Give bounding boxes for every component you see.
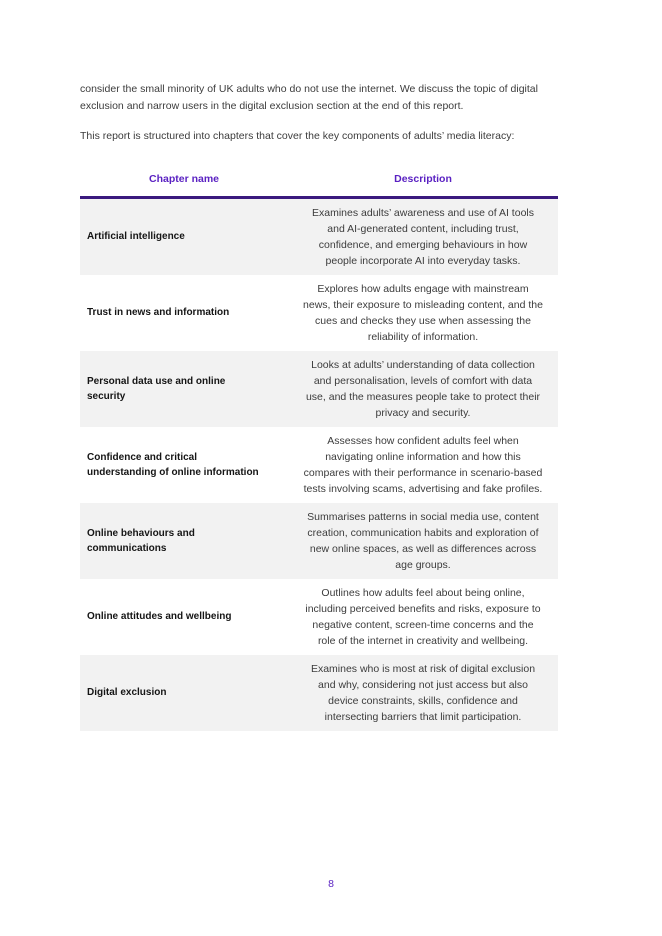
chapter-table-body: [80, 197, 558, 731]
chapter-name-cell: Artificial intelligence: [87, 231, 185, 242]
chapter-name-cell: Confidence and critical understanding of online information: [87, 451, 259, 478]
chapter-name-cell: Online attitudes and wellbeing: [87, 611, 232, 622]
table-row: [80, 197, 558, 275]
structure-paragraph: This report is structured into chapters that cover the key components of adults’ media literacy:: [80, 130, 515, 142]
table-row: [80, 351, 558, 427]
chapter-description-cell: Examines adults’ awareness and use of AI tools and AI-generated content, including trust, confidence, and emerging behaviours in how people incorporate AI into everyday tasks.: [312, 206, 534, 267]
chapter-table: [80, 167, 558, 731]
chapter-name-cell: Personal data use and online security: [87, 375, 226, 402]
chapter-description-cell: Examines who is most at risk of digital exclusion and why, considering not just access but also device constraints, skills, confidence and intersecting barriers that limit participation.: [310, 662, 536, 723]
chapter-table-header: [80, 167, 558, 198]
chapter-description-cell: Explores how adults engage with mainstream news, their exposure to misleading content, and the cues and checks they use when assessing the reliability of information.: [303, 282, 543, 343]
chapter-description-cell: Outlines how adults feel about being online, including perceived benefits and risks, exposure to negative content, screen-time concerns and the role of the internet in creativity and wellbeing.: [305, 586, 541, 647]
table-row: [80, 579, 558, 655]
page-number: 8: [328, 878, 334, 890]
table-row: [80, 275, 558, 351]
chapter-description-cell: Assesses how confident adults feel when navigating online information and how this compares with their performance in scenario-based tests involving scams, advertising and fake profiles.: [303, 434, 543, 495]
chapter-description-cell: Summarises patterns in social media use, content creation, communication habits and exploration of new online spaces, as well as differences across age groups.: [307, 510, 539, 571]
chapter-name-cell: Trust in news and information: [87, 307, 230, 318]
chapter-name-cell: Online behaviours and communications: [87, 527, 195, 554]
table-row: [80, 503, 558, 579]
intro-paragraph: consider the small minority of UK adults who do not use the internet. We discuss the topic of digital exclusion and narrow users in the digital exclusion section at the end of this report.: [80, 83, 538, 112]
chapter-name-column-header: Chapter name: [80, 167, 288, 198]
description-column-header: Description: [288, 167, 558, 198]
header-row: [80, 167, 558, 198]
chapter-description-cell: Looks at adults’ understanding of data collection and personalisation, levels of comfort with data use, and the measures people take to protect their privacy and security.: [305, 358, 541, 419]
table-row: [80, 655, 558, 731]
chapter-name-cell: Digital exclusion: [87, 687, 167, 698]
table-row: [80, 427, 558, 503]
